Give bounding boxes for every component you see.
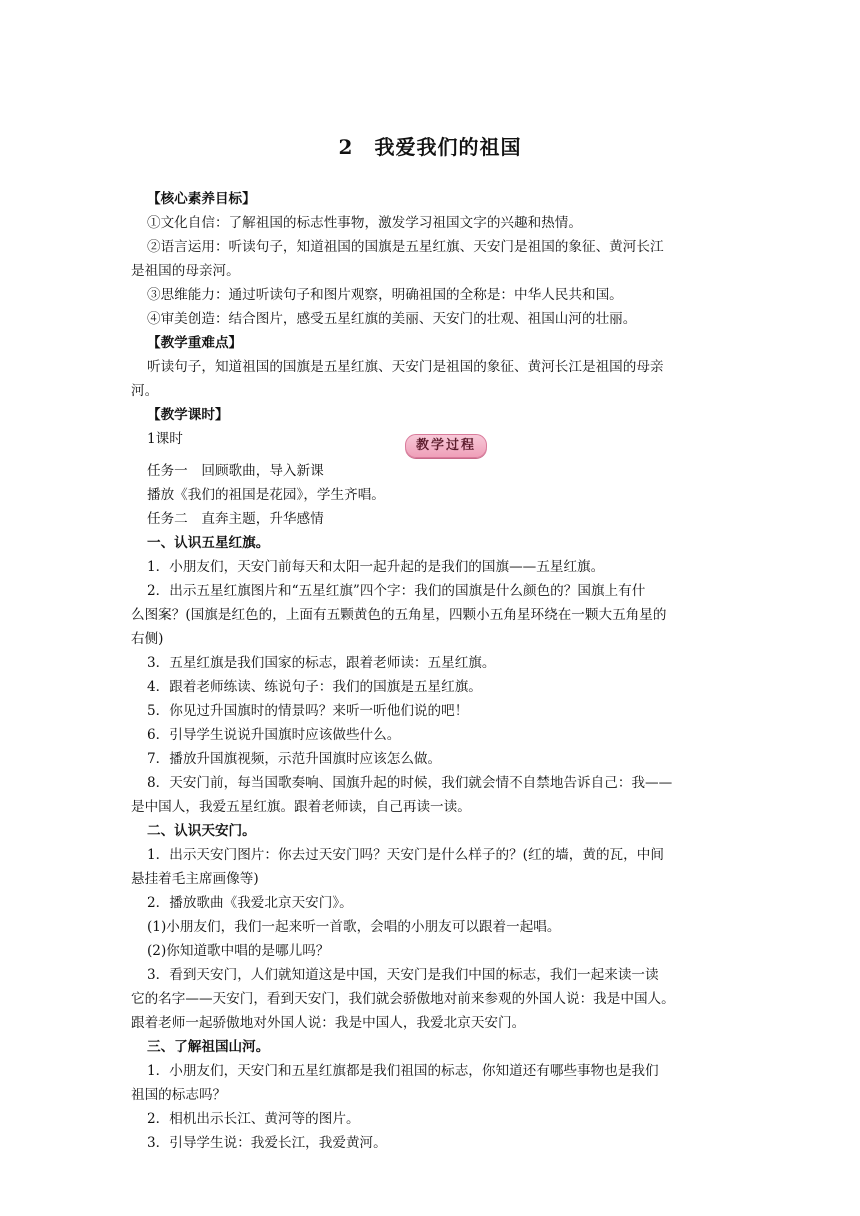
part-three-item3: 3．引导学生说：我爱长江，我爱黄河。	[147, 1135, 387, 1151]
part-three-item1-line1: 1．小朋友们，天安门和五星红旗都是我们祖国的标志，你知道还有哪些事物也是我们	[147, 1063, 659, 1079]
goal-aesthetic: ④审美创造：结合图片，感受五星红旗的美丽、天安门的壮观、祖国山河的壮丽。	[147, 311, 637, 327]
goal-language-line1: ②语言运用：听读句子，知道祖国的国旗是五星红旗、天安门是祖国的象征、黄河长江	[147, 239, 664, 255]
hours-value: 1课时	[147, 431, 183, 447]
part-one-heading: 一、认识五星红旗。	[147, 535, 270, 551]
page-title: 2 我爱我们的祖国	[338, 135, 522, 159]
part-one-item2-line1: 2．出示五星红旗图片和“五星红旗”四个字：我们的国旗是什么颜色的？国旗上有什	[147, 583, 646, 599]
goal-thinking: ③思维能力：通过听读句子和图片观察，明确祖国的全称是：中华人民共和国。	[147, 287, 623, 303]
part-two-item3-line2: 它的名字——天安门，看到天安门，我们就会骄傲地对前来参观的外国人说：我是中国人。	[131, 991, 675, 1007]
part-one-item2-line3: 右侧)	[131, 631, 164, 647]
part-one-item4: 4．跟着老师练读、练说句子：我们的国旗是五星红旗。	[147, 679, 482, 695]
part-two-heading: 二、认识天安门。	[147, 823, 256, 839]
part-one-item5: 5．你见过升国旗时的情景吗？来听一听他们说的吧！	[147, 703, 469, 719]
key-points-line2: 河。	[131, 383, 159, 399]
task-one-body: 播放《我们的祖国是花园》，学生齐唱。	[147, 487, 385, 503]
teaching-process-badge	[405, 434, 487, 458]
part-one-item1: 1．小朋友们，天安门前每天和太阳一起升起的是我们的国旗——五星红旗。	[147, 559, 605, 575]
task-one: 任务一 回顾歌曲，导入新课	[147, 463, 324, 479]
part-one-item2-line2: 么图案？(国旗是红色的，上面有五颗黄色的五角星，四颗小五角星环绕在一颗大五角星的	[131, 607, 667, 623]
key-points-line1: 听读句子，知道祖国的国旗是五星红旗、天安门是祖国的象征、黄河长江是祖国的母亲	[147, 359, 664, 375]
key-points-heading: 【教学重难点】	[147, 335, 243, 351]
part-two-item2b: (2)你知道歌中唱的是哪儿吗？	[147, 943, 330, 959]
part-two-item1-line2: 悬挂着毛主席画像等)	[131, 871, 259, 887]
teaching-process-label: 教学过程	[415, 438, 476, 453]
goal-language-line2: 是祖国的母亲河。	[131, 263, 240, 279]
part-two-item3-line1: 3．看到天安门，人们就知道这是中国，天安门是我们中国的标志，我们一起来读一读	[147, 967, 659, 983]
hours-heading: 【教学课时】	[147, 407, 229, 423]
part-one-item8-line2: 是中国人，我爱五星红旗。跟着老师读，自己再读一读。	[131, 799, 471, 815]
part-three-item1-line2: 祖国的标志吗？	[131, 1087, 227, 1103]
goal-culture: ①文化自信：了解祖国的标志性事物，激发学习祖国文字的兴趣和热情。	[147, 215, 582, 231]
part-three-heading: 三、了解祖国山河。	[147, 1039, 270, 1055]
part-two-item2a: (1)小朋友们，我们一起来听一首歌，会唱的小朋友可以跟着一起唱。	[147, 919, 561, 935]
core-goals-heading: 【核心素养目标】	[147, 191, 256, 207]
task-two: 任务二 直奔主题，升华感情	[147, 511, 324, 527]
part-one-item8-line1: 8．天安门前，每当国歌奏响、国旗升起的时候，我们就会情不自禁地告诉自己：我——	[147, 775, 673, 791]
part-one-item7: 7．播放升国旗视频，示范升国旗时应该怎么做。	[147, 751, 442, 767]
part-two-item3-line3: 跟着老师一起骄傲地对外国人说：我是中国人，我爱北京天安门。	[131, 1015, 526, 1031]
part-three-item2: 2．相机出示长江、黄河等的图片。	[147, 1111, 360, 1127]
part-two-item2: 2．播放歌曲《我爱北京天安门》。	[147, 895, 353, 911]
part-one-item3: 3．五星红旗是我们国家的标志，跟着老师读：五星红旗。	[147, 655, 496, 671]
part-two-item1-line1: 1．出示天安门图片：你去过天安门吗？天安门是什么样子的？(红的墙，黄的瓦，中间	[147, 847, 664, 863]
part-one-item6: 6．引导学生说说升国旗时应该做些什么。	[147, 727, 401, 743]
